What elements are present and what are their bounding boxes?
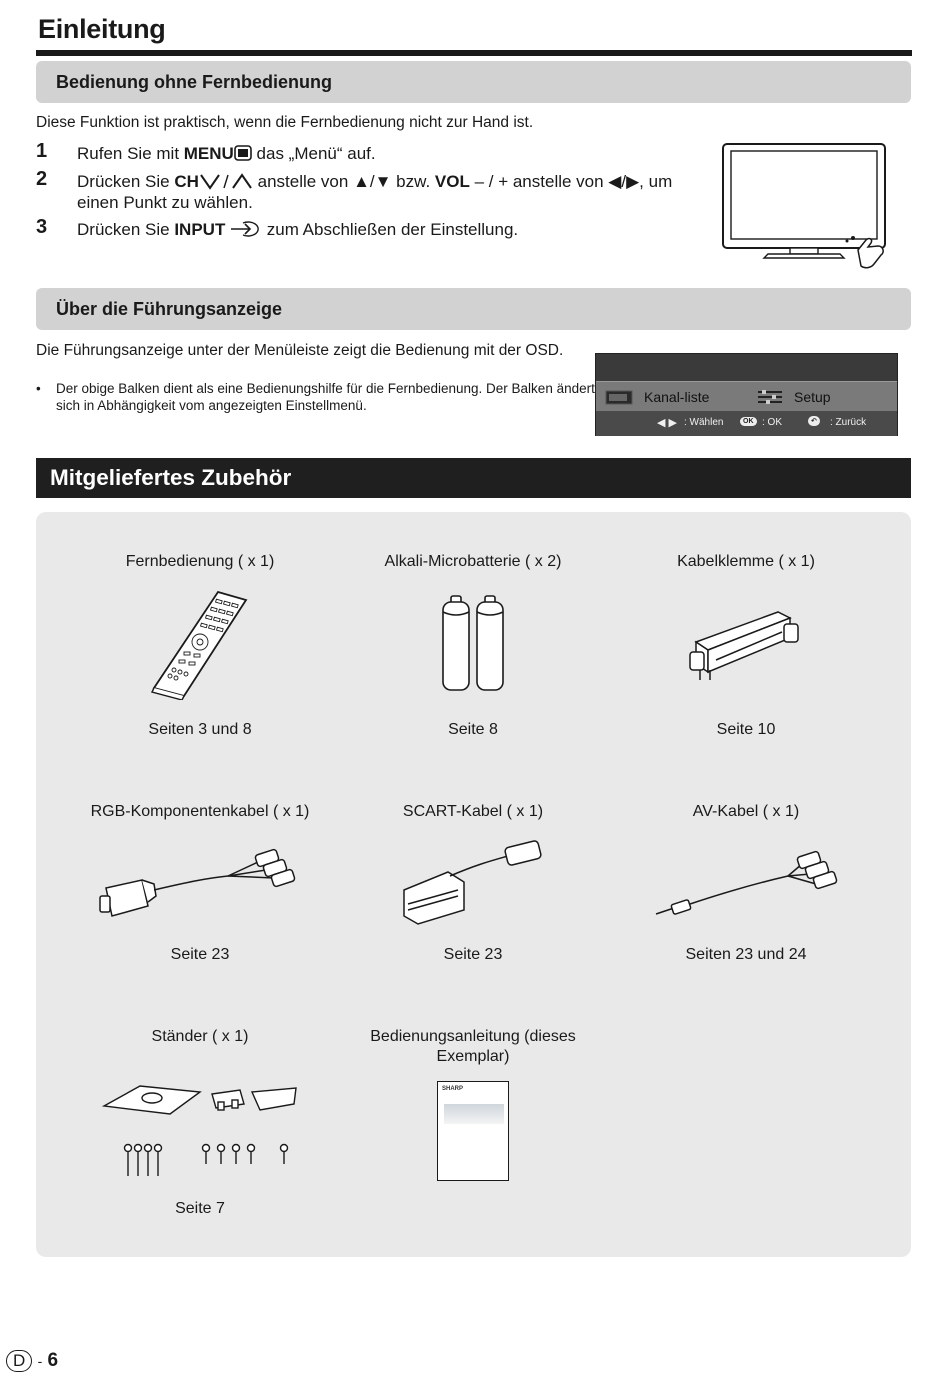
step-text: Drücken Sie CH anstelle von ▲/▼ bzw. VOL – / + anstelle von ◀/▶, um einen Punkt zu wählen. <box>77 172 673 212</box>
osd-menu-row <box>596 381 897 411</box>
accessory-page-ref: Seite 23 <box>443 946 503 963</box>
accessory-name: SCART-Kabel ( x 1) <box>402 803 544 820</box>
footer-separator: - <box>37 1353 43 1369</box>
osd-guide-bar <box>595 353 898 436</box>
bullet-dot: • <box>36 381 41 396</box>
rgb-component-cable-illustration <box>98 842 302 922</box>
ok-button-icon: OK <box>740 416 757 427</box>
manual-cover-image <box>444 1104 504 1124</box>
guide-bullet-text: Der obige Balken dient als eine Bedienungshilfe für die Fernbedienung. Der Balken ändert sich in Abhängigkeit vom angezeigten Einstellmenü. <box>56 381 595 413</box>
accessory-page-ref: Seiten 3 und 8 <box>148 721 252 738</box>
osd-item-channel-list: Kanal-liste <box>644 389 710 405</box>
left-right-arrows-icon: ◀ ▶ <box>657 417 677 429</box>
accessory-page-ref: Seite 7 <box>175 1200 225 1217</box>
accessory-page-ref: Seite 10 <box>716 721 776 738</box>
page-title: Einleitung <box>38 14 166 44</box>
accessory-page-ref: Seite 23 <box>170 946 230 963</box>
step-number: 2 <box>36 168 48 190</box>
accessories-heading: Mitgeliefertes Zubehör <box>50 465 292 490</box>
manual-brand: SHARP <box>442 1086 464 1092</box>
input-button-icon <box>230 220 262 238</box>
remote-control-illustration <box>148 588 252 700</box>
remote-free-intro: Diese Funktion ist praktisch, wenn die Fernbedienung nicht zur Hand ist. <box>36 114 534 131</box>
channel-list-icon <box>605 388 635 406</box>
tv-illustration <box>718 140 893 272</box>
stand-illustration <box>100 1080 300 1180</box>
guide-heading: Über die Führungsanzeige <box>56 299 283 319</box>
operation-manual-illustration <box>437 1081 509 1181</box>
batteries-illustration <box>438 594 508 694</box>
accessory-name: RGB-Komponentenkabel ( x 1) <box>90 803 310 820</box>
region-badge: D <box>6 1350 32 1372</box>
osd-hint-ok: : OK <box>762 417 783 428</box>
osd-hint-row <box>596 411 897 436</box>
osd-item-setup: Setup <box>794 389 831 405</box>
accessory-name: AV-Kabel ( x 1) <box>692 803 800 820</box>
menu-button-icon <box>234 145 252 161</box>
accessory-name: Fernbedienung ( x 1) <box>125 553 275 570</box>
accessory-page-ref: Seiten 23 und 24 <box>685 946 807 963</box>
step-number: 3 <box>36 216 48 238</box>
page-footer <box>6 1350 58 1372</box>
av-cable-illustration <box>652 848 842 922</box>
accessory-name: Bedienungsanleitung (dieses Exemplar) <box>370 1028 576 1065</box>
osd-top-area <box>596 354 897 381</box>
channel-up-down-icon <box>199 172 253 190</box>
title-rule <box>36 50 912 56</box>
osd-hint-select: : Wählen <box>684 417 724 428</box>
guide-heading-bar <box>36 288 911 330</box>
setup-icon <box>756 388 784 406</box>
return-button-icon: ↶ <box>808 416 820 427</box>
step-text: Drücken Sie INPUT zum Abschließen der Einstellung. <box>77 220 519 239</box>
step-number: 1 <box>36 140 48 162</box>
cable-clamp-illustration <box>686 604 806 684</box>
scart-cable-illustration <box>398 838 548 928</box>
page-number: 6 <box>47 1350 59 1371</box>
accessories-heading-bar <box>36 458 911 498</box>
accessory-name: Alkali-Microbatterie ( x 2) <box>384 553 562 570</box>
accessory-page-ref: Seite 8 <box>448 721 498 738</box>
osd-hint-back: : Zurück <box>830 417 867 428</box>
step-text: Rufen Sie mit MENU das „Menü“ auf. <box>77 144 376 163</box>
remote-free-heading-bar <box>36 61 911 103</box>
remote-free-heading: Bedienung ohne Fernbedienung <box>56 72 332 92</box>
accessory-name: Kabelklemme ( x 1) <box>677 553 815 570</box>
accessory-name: Ständer ( x 1) <box>151 1028 249 1045</box>
guide-text: Die Führungsanzeige unter der Menüleiste zeigt die Bedienung mit der OSD. <box>36 342 564 359</box>
